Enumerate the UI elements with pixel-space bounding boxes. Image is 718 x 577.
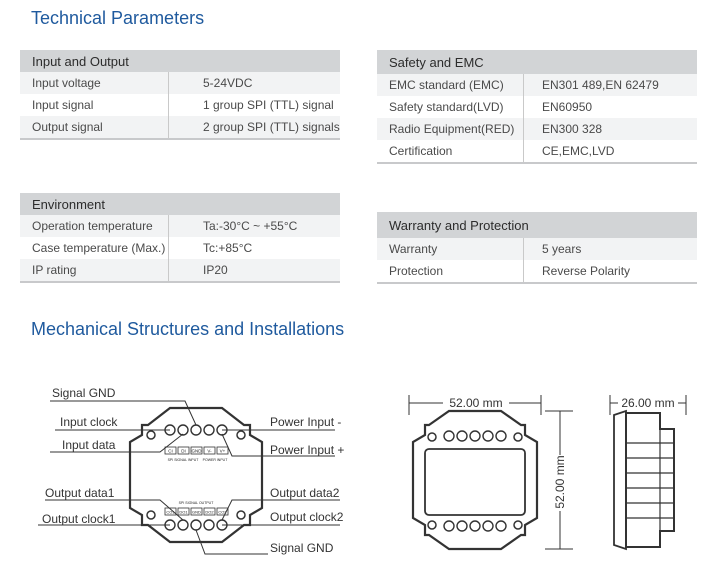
- label-output-data1: Output data1: [45, 486, 115, 500]
- param-key: Radio Equipment(RED): [377, 118, 524, 140]
- label-input-clock: Input clock: [60, 415, 118, 429]
- label-output-data2: Output data2: [270, 486, 340, 500]
- terminal-label: CO2: [218, 509, 227, 515]
- param-value: 5-24VDC: [169, 72, 341, 94]
- param-key: IP rating: [20, 259, 169, 282]
- environment-table: [20, 193, 340, 283]
- param-value: EN301 489,EN 62479: [524, 74, 698, 96]
- param-value: Tc:+85°C: [203, 241, 253, 255]
- terminal-screw: [204, 425, 214, 435]
- warranty-protection-table: [377, 212, 697, 284]
- param-value: IP20: [169, 259, 341, 282]
- side-view-drawing: [600, 385, 710, 570]
- dim-height-label: 52.00 mm: [553, 455, 567, 509]
- param-value: 5 years: [524, 238, 698, 260]
- safety-emc-table: [377, 50, 697, 164]
- side-flange: [614, 411, 626, 549]
- terminal-label: DI: [181, 448, 186, 454]
- side-body: [626, 413, 674, 547]
- terminal-screw: [178, 425, 188, 435]
- safety-emc-header: Safety and EMC: [377, 50, 697, 74]
- terminal-label: GND: [192, 509, 201, 515]
- terminal-label: CI: [168, 448, 173, 454]
- output-caption: SPI SIGNAL OUTPUT: [178, 501, 214, 505]
- warranty-protection-header: Warranty and Protection: [377, 212, 697, 238]
- terminal-label: V-: [207, 448, 212, 454]
- input-output-table: [20, 50, 340, 140]
- terminal-screw: [191, 520, 201, 530]
- label-output-clock1: Output clock1: [42, 512, 116, 526]
- param-key: Operation temperature: [20, 215, 169, 237]
- param-value: EN60950: [542, 100, 593, 114]
- label-signal-gnd-top: Signal GND: [52, 386, 116, 400]
- param-key: Case temperature (Max.): [20, 237, 169, 259]
- wiring-diagram: [0, 370, 360, 570]
- param-value: Reverse Polarity: [524, 260, 698, 283]
- environment-header: Environment: [20, 193, 340, 215]
- param-key: EMC standard (EMC): [377, 74, 524, 96]
- param-key: Input signal: [20, 94, 169, 116]
- param-value: EN300 328: [524, 118, 698, 140]
- front-view-drawing: [395, 385, 585, 570]
- label-power-minus: Power Input -: [270, 415, 342, 429]
- input-caption: SPI SIGNAL INPUT: [167, 458, 199, 462]
- param-key: Protection: [377, 260, 524, 283]
- param-key: Safety standard(LVD): [377, 96, 524, 118]
- param-value: 1 group SPI (TTL) signal: [203, 98, 334, 112]
- label-power-plus: Power Input +: [270, 443, 345, 457]
- terminal-screw: [178, 520, 188, 530]
- power-caption: POWER INPUT: [202, 458, 228, 462]
- terminal-screw: [204, 520, 214, 530]
- param-value: CE,EMC,LVD: [524, 140, 698, 163]
- terminal-label: GND: [191, 448, 202, 454]
- param-value: Ta:-30°C ~ +55°C: [169, 215, 341, 237]
- terminal-screw: [191, 425, 201, 435]
- param-value: 2 group SPI (TTL) signals: [169, 116, 341, 139]
- terminal-label: DO1: [179, 509, 188, 515]
- param-key: Output signal: [20, 116, 169, 139]
- label-signal-gnd-bottom: Signal GND: [270, 541, 334, 555]
- terminal-label: V+: [219, 448, 226, 454]
- param-key: Warranty: [377, 238, 524, 260]
- label-input-data: Input data: [62, 438, 116, 452]
- terminal-label: CO1: [166, 509, 175, 515]
- dim-depth-label: 26.00 mm: [621, 396, 675, 410]
- dim-width-label: 52.00 mm: [449, 396, 503, 410]
- label-output-clock2: Output clock2: [270, 510, 344, 524]
- input-output-header: Input and Output: [20, 50, 340, 72]
- param-key: Input voltage: [20, 72, 169, 94]
- param-key: Certification: [377, 140, 524, 163]
- mechanical-title: Mechanical Structures and Installations: [31, 319, 345, 339]
- technical-parameters-title: Technical Parameters: [31, 8, 205, 28]
- terminal-label: DO2: [205, 509, 214, 515]
